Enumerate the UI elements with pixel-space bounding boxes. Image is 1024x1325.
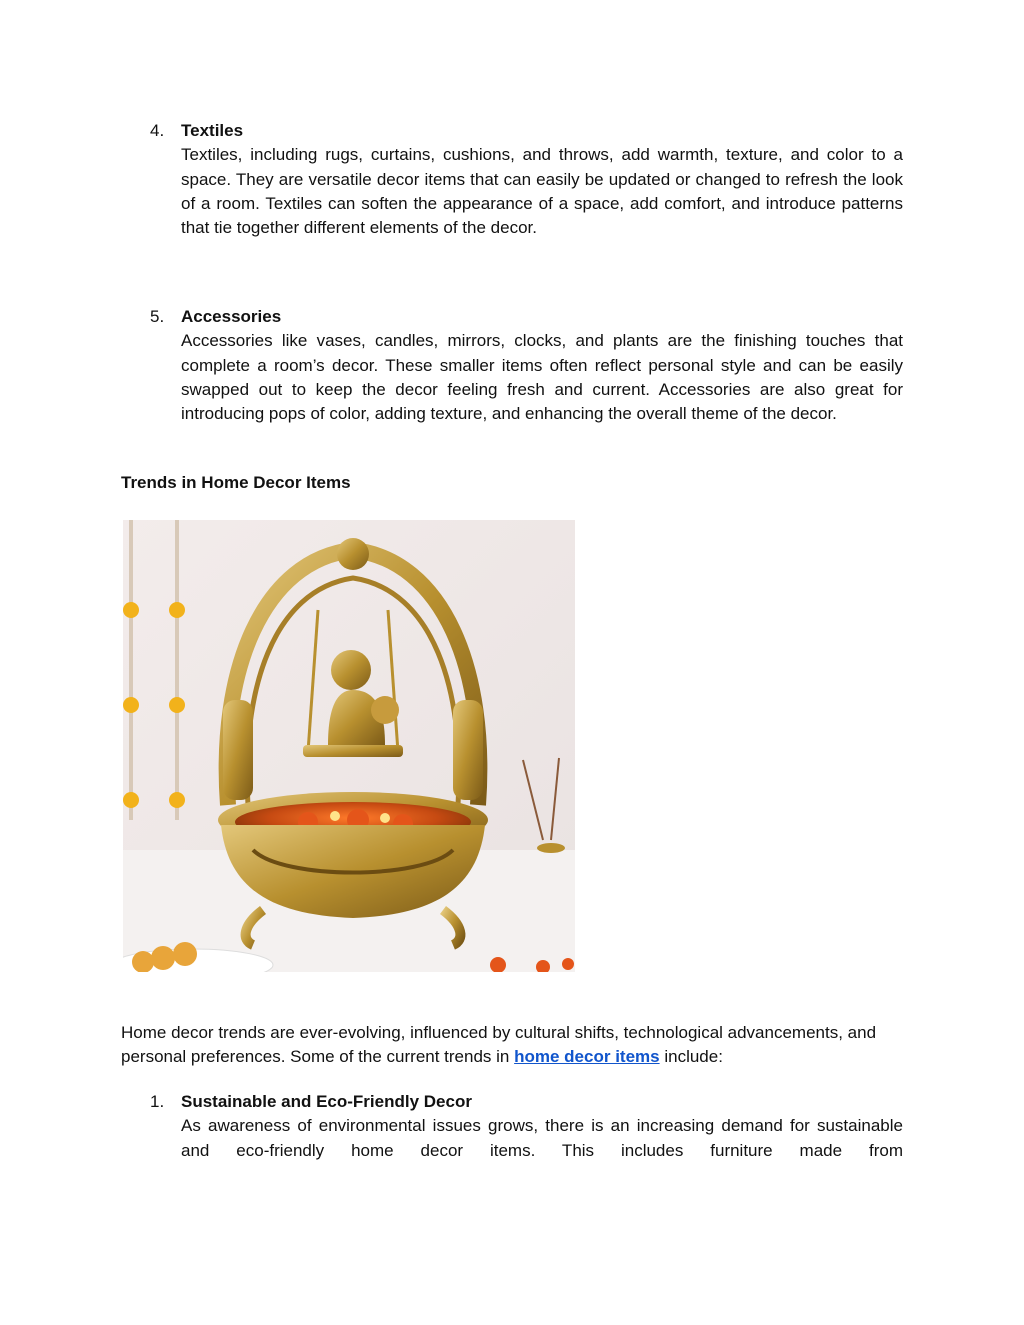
intro-text-before: Home decor trends are ever-evolving, influenced by cultural shifts, technological advancements, and personal preferences. Some of the current trends in	[121, 1023, 877, 1067]
list-number: 5.	[150, 307, 165, 326]
list-number: 1.	[150, 1092, 165, 1111]
list-number: 4.	[150, 121, 165, 140]
item-body: Accessories like vases, candles, mirrors, clocks, and plants are the finishing touches that complete a room’s decor. These smaller items often reflect personal style and can be easily swapped out to keep the decor feeling fresh and current. Accessories are also great for introducing pops of color, adding texture, and enhancing the overall theme of the decor.	[181, 331, 903, 424]
section-heading: Trends in Home Decor Items	[121, 473, 351, 492]
intro-text-after: include:	[659, 1047, 723, 1067]
item-title: Textiles	[181, 121, 244, 140]
item-title: Sustainable and Eco-Friendly Decor	[181, 1092, 472, 1111]
list-item-sustainable	[150, 1090, 903, 1163]
item-title: Accessories	[181, 307, 282, 326]
list-item-accessories	[150, 305, 903, 426]
list-item-textiles	[150, 119, 903, 240]
item-body: As awareness of environmental issues grows, there is an increasing demand for sustainable and eco-friendly home decor items. This includes furniture made from	[181, 1116, 903, 1160]
intro-paragraph	[121, 1021, 903, 1070]
home-decor-items-link[interactable]: home decor items	[514, 1047, 660, 1067]
decor-photo	[123, 520, 575, 972]
item-body: Textiles, including rugs, curtains, cushions, and throws, add warmth, texture, and color to a space. They are versatile decor items that can easily be updated or changed to refresh the look of a room. Textiles can soften the appearance of a space, add comfort, and introduce patterns that tie together different elements of the decor.	[181, 145, 903, 238]
